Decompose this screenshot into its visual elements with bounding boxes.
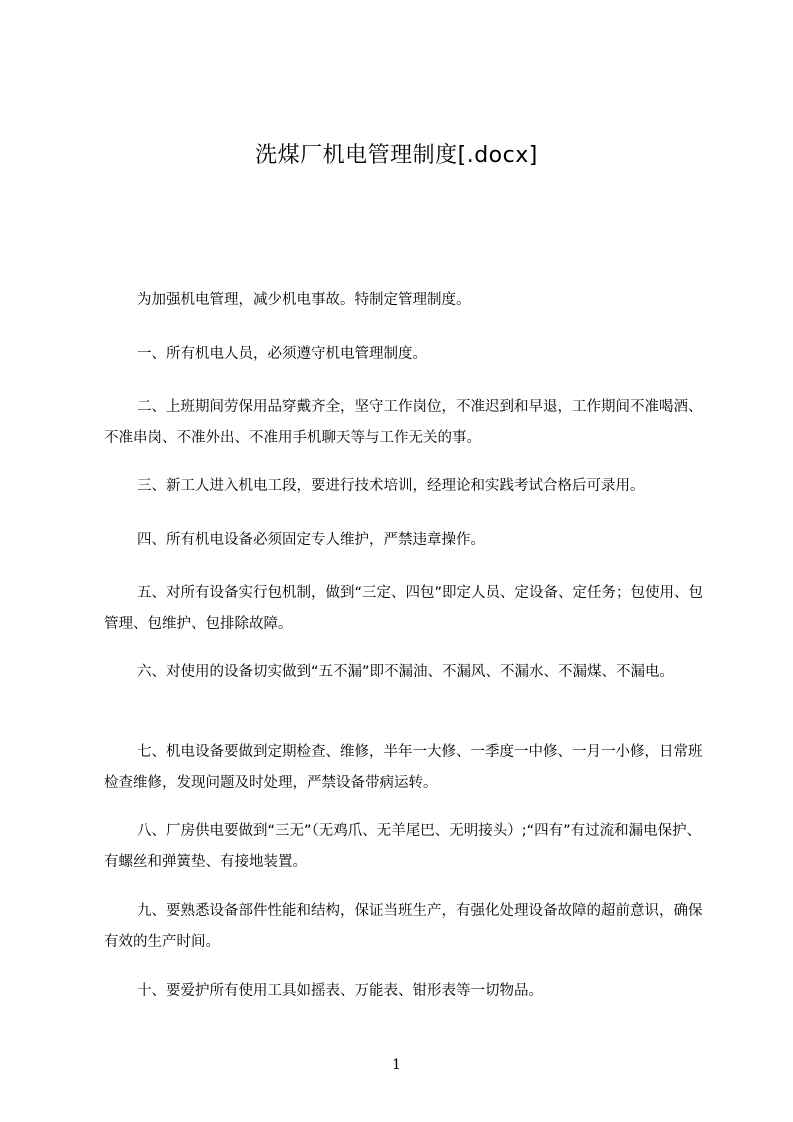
page-number: 1 [392,1057,401,1073]
paragraph-item-6: 六、对使用的设备切实做到“五不漏”即不漏油、不漏风、不漏水、不漏煤、不漏电。 [137,664,675,680]
paragraph-intro: 为加强机电管理，减少机电事故。特制定管理制度。 [137,292,471,308]
paragraph-item-10: 十、要爱护所有使用工具如摇表、万能表、钳形表等一切物品。 [137,983,543,999]
paragraph-item-9: 九、要熟悉设备部件性能和结构，保证当班生产，有强化处理设备故障的超前意识，确保有效的生产时间。 [104,903,703,950]
paragraph-item-1: 一、所有机电人员，必须遵守机电管理制度。 [137,346,427,362]
paragraph-item-4: 四、所有机电设备必须固定专人维护，严禁违章操作。 [137,532,485,548]
paragraph-item-5: 五、对所有设备实行包机制，做到“三定、四包”即定人员、定设备、定任务；包使用、包管理、包维护、包排除故障。 [104,585,704,632]
paragraph-item-7: 七、机电设备要做到定期检查、维修，半年一大修、一季度一中修、一月一小修，日常班检查维修，发现问题及时处理，严禁设备带病运转。 [104,744,703,791]
paragraph-item-3: 三、新工人进入机电工段，要进行技术培训，经理论和实践考试合格后可录用。 [137,478,645,494]
paragraph-item-8: 八、厂房供电要做到“三无”（无鸡爪、无羊尾巴、无明接头）;“四有”有过流和漏电保护、有螺丝和弹簧垫、有接地装置。 [104,823,702,870]
paragraph-item-2: 二、上班期间劳保用品穿戴齐全，坚守工作岗位，不准迟到和早退，工作期间不准喝酒、不准串岗、不准外出、不准用手机聊天等与工作无关的事。 [104,399,703,446]
document-title: 洗煤厂机电管理制度[.docx] [255,143,538,168]
